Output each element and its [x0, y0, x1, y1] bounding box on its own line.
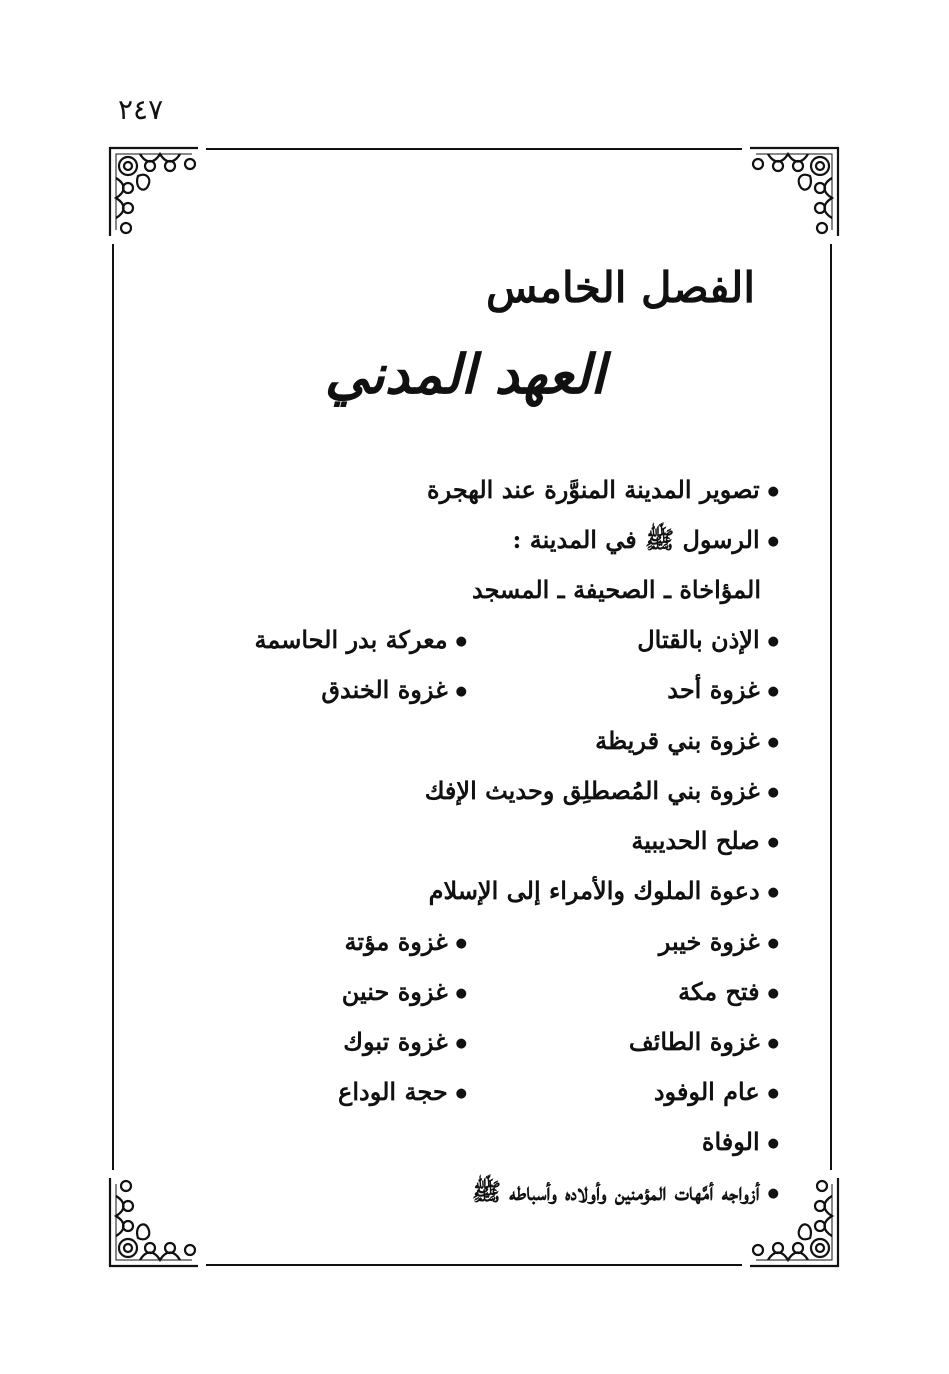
topic-item: ● غزوة تبوك	[343, 1026, 467, 1060]
topic-item: ● أزواجه أمَّهات المؤمنين وأولاده وأسباطه ﷺ	[472, 1176, 779, 1210]
topic-item: ● معركة بدر الحاسمة	[254, 624, 467, 658]
topic-item: ● دعوة الملوك والأمراء إلى الإسلام	[429, 875, 779, 909]
topic-item: ● غزوة الطائف	[629, 1026, 779, 1060]
corner-ornament-top-right	[742, 140, 846, 244]
chapter-label: الفصل الخامس	[486, 263, 755, 312]
topic-item: ● فتح مكة	[678, 976, 779, 1010]
topic-item: ● عام الوفود	[654, 1076, 779, 1110]
topic-item: ● الوفاة	[702, 1126, 779, 1160]
topic-item: ● غزوة مؤتة	[345, 926, 467, 960]
topic-item: ● غزوة الخندق	[321, 674, 467, 708]
topic-item: ● الرسول ﷺ في المدينة :	[512, 524, 779, 558]
topic-item: ● غزوة بني قريظة	[595, 725, 779, 759]
corner-ornament-top-left	[102, 140, 206, 244]
topic-item: ● صلح الحديبية	[631, 825, 779, 859]
topic-item: ● غزوة أحد	[667, 674, 779, 708]
topic-item: ● غزوة حنين	[342, 976, 467, 1010]
topic-item: ● تصوير المدينة المنوَّرة عند الهجرة	[427, 474, 779, 508]
topic-item: ● حجة الوداع	[338, 1076, 467, 1110]
topic-subitem: المؤاخاة ـ الصحيفة ـ المسجد	[471, 575, 761, 604]
topic-item: ● غزوة بني المُصطلِق وحديث الإفك	[425, 775, 779, 809]
topic-item: ● الإذن بالقتال	[637, 624, 779, 658]
corner-ornament-bottom-left	[102, 1170, 206, 1274]
page-number: ٢٤٧	[118, 93, 164, 126]
topic-item: ● غزوة خيبر	[659, 926, 779, 960]
part-title: العهد المدني	[324, 342, 606, 406]
